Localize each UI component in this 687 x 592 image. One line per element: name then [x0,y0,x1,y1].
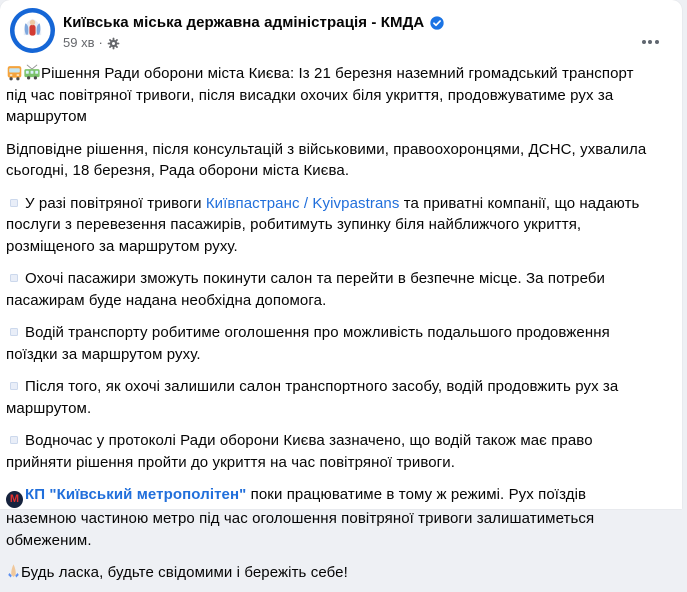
bullet-square-icon [10,199,18,207]
praying-hands-icon [6,563,21,580]
paragraph-text: Охочі пасажири зможуть покинути салон та перейти в безпечне місце. За потреби пасажирам буде надана необхідна допомога. [6,270,606,309]
paragraph-text: поки працюватиме в тому ж режимі. Рух поїздів наземною частиною метро під час оголошення повітряної тривоги залишатиметься обмеженим. [6,486,595,549]
paragraph-text: У разі повітряної тривоги [25,194,206,212]
page-name-link[interactable]: Київська міська державна адміністрація - КМДА [63,14,425,31]
kyiv-metro-page-link[interactable]: КП "Київський метрополітен" [25,486,247,503]
meta-separator: · [98,35,103,50]
bullet-square-icon [10,274,18,282]
post-options-ellipsis-icon[interactable] [632,24,668,60]
page-avatar[interactable] [10,8,55,53]
header-text [63,8,666,50]
kmda-coat-of-arms-icon [10,8,55,53]
paragraph-text: Водій транспорту робитиме оголошення про можливість подальшого продовження поїздки за маршрутом руху. [6,324,610,363]
post-paragraph-driver-announcement [6,322,658,365]
paragraph-text: Рішення Ради оборони міста Києва: Із 21 березня наземний громадський транспорт під час повітряної тривоги, після висадки охочих біля укриття, продовжуватиме рух за маршрутом [6,65,634,125]
metro-icon: M [6,491,23,508]
gear-icon [107,37,120,50]
paragraph-text: Відповідне рішення, після консультацій з військовими, правоохоронцями, ДСНС, ухвалила сьогодні, 18 березня, Рада оборони міста Києва. [6,140,647,179]
paragraph-text: Після того, як охочі залишили салон транспортного засобу, водій продовжить рух за маршрутом. [6,378,619,417]
post-paragraph-closing [6,562,658,584]
post-header [0,0,682,58]
kyivpastrans-page-link[interactable]: Київпастранс / Kyivpastrans [205,194,400,212]
post-body [0,58,682,592]
verified-badge-icon [430,16,444,30]
post-paragraph-decision [6,139,658,182]
post-paragraph-passengers [6,268,658,311]
paragraph-text: та приватні компанії, що надають послуги з перевезення пасажирів, робитимуть зупинку біля найближчого укриття, розміщеного за маршрутом руху. [6,194,640,255]
post-paragraph-protocol [6,430,658,473]
post-timestamp[interactable]: 59 хв [63,35,95,50]
post-meta-row [63,35,666,50]
post-paragraph-intro [6,63,658,128]
bus-icon [6,64,23,81]
bullet-square-icon [10,382,18,390]
post-paragraph-continue-route [6,376,658,419]
post-paragraph-kyivpastrans [6,193,658,258]
trolleybus-icon [23,64,41,81]
paragraph-text: Будь ласка, будьте свідомими і бережіть себе! [21,564,348,582]
bullet-square-icon [10,328,18,336]
page-name-row [63,13,666,32]
paragraph-text: Водночас у протоколі Ради оборони Києва зазначено, що водій також має право прийняти рішення пройти до укриття на час повітряної тривоги. [6,432,593,471]
bullet-square-icon [10,436,18,444]
post-paragraph-metro [6,484,658,551]
